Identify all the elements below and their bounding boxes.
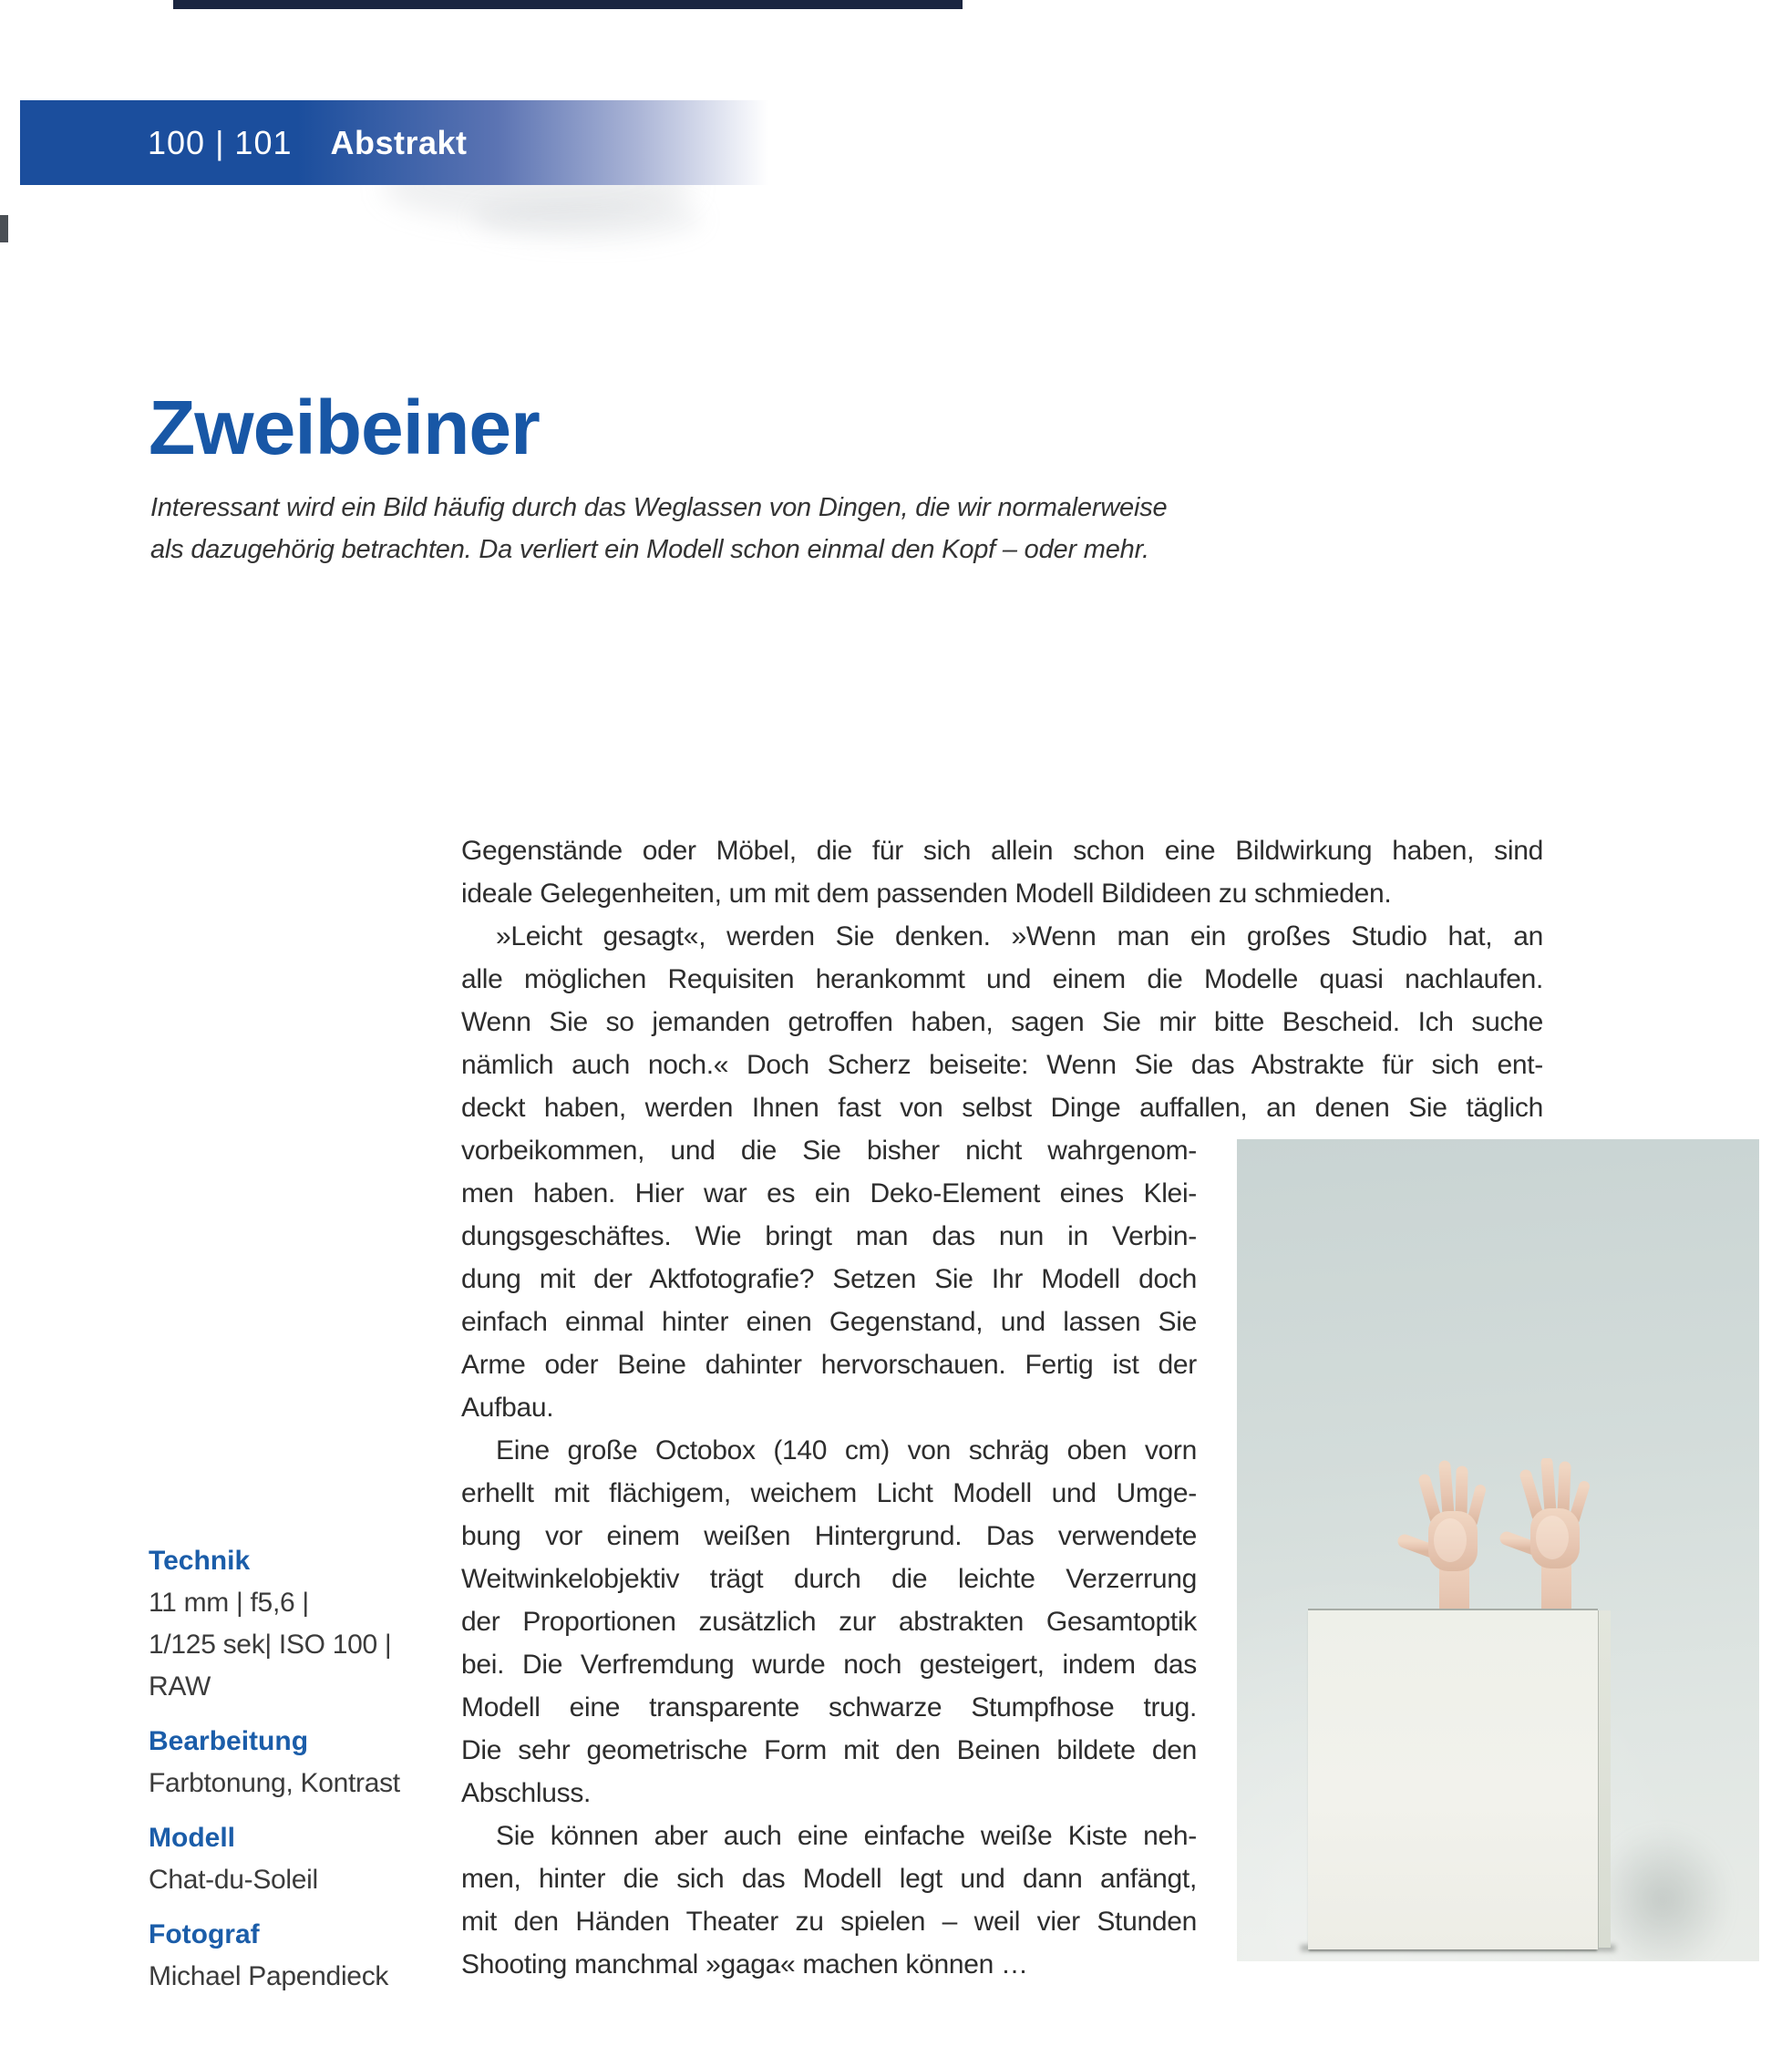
- body-line: mit den Händen Theater zu spielen – weil vier Stunden: [461, 1907, 1197, 1937]
- body-line: Abschluss.: [461, 1778, 592, 1808]
- standfirst-line: Interessant wird ein Bild häufig durch das Weglassen von Dingen, die wir normalerweise: [150, 493, 1168, 522]
- sidebar-section-fotograf: [149, 1914, 468, 1998]
- body-line: erhellt mit flächigem, weichem Licht Modell und Umge-: [461, 1478, 1197, 1508]
- body-line: dung mit der Aktfotografie? Setzen Sie Ihr Modell doch: [461, 1264, 1197, 1294]
- body-line: Die sehr geometrische Form mit den Beinen bildete den: [461, 1735, 1197, 1765]
- scan-artifact-left-notch: [0, 215, 8, 242]
- standfirst-line: als dazugehörig betrachten. Da verliert ein Modell schon einmal den Kopf – oder mehr.: [150, 535, 1149, 564]
- body-line: Aufbau.: [461, 1393, 554, 1423]
- body-line: bei. Die Verfremdung wurde noch gesteigert, indem das: [461, 1650, 1197, 1680]
- body-line: Sie können aber auch eine einfache weiße Kiste neh-: [496, 1821, 1197, 1851]
- page-numbers: 100 | 101: [148, 123, 293, 161]
- sidebar-section-value: Farbtonung, Kontrast: [149, 1768, 400, 1798]
- sidebar: [149, 1540, 468, 2010]
- body-line: men, hinter die sich das Modell legt und dann anfängt,: [461, 1864, 1197, 1894]
- body-line: Gegenstände oder Möbel, die für sich allein schon eine Bildwirkung haben, sind: [461, 836, 1543, 866]
- body-line: Weitwinkelobjektiv trägt durch die leichte Verzerrung: [461, 1564, 1197, 1594]
- scan-artifact-smudge: [474, 196, 702, 242]
- backdrop-shadow: [1594, 1827, 1731, 1961]
- sidebar-section-label: Modell: [149, 1823, 235, 1853]
- section-label: Abstrakt: [330, 123, 468, 161]
- body-line: dungsgeschäftes. Wie bringt man das nun in Verbin-: [461, 1221, 1197, 1251]
- body-line: nämlich auch noch.« Doch Scherz beiseite: Wenn Sie das Abstrakte für sich ent-: [461, 1050, 1543, 1080]
- sidebar-section-label: Technik: [149, 1546, 251, 1576]
- sidebar-section-modell: [149, 1817, 468, 1901]
- body-line: Shooting manchmal »gaga« machen können …: [461, 1949, 1028, 1980]
- sidebar-section-technik: [149, 1540, 468, 1708]
- body-line: alle möglichen Requisiten herankommt und einem die Modelle quasi nachlaufen.: [461, 964, 1543, 994]
- header-bar: [20, 100, 791, 185]
- sidebar-section-value: RAW: [149, 1671, 211, 1702]
- hands-illustration: [1374, 1458, 1611, 1627]
- body-line: »Leicht gesagt«, werden Sie denken. »Wenn man ein großes Studio hat, an: [496, 921, 1543, 951]
- body-line: ideale Gelegenheiten, um mit dem passenden Modell Bildideen zu schmieden.: [461, 879, 1392, 909]
- white-box-side-face: [1598, 1610, 1611, 1948]
- hand-right: [1507, 1463, 1584, 1627]
- standfirst: [150, 487, 1335, 571]
- photo-hands-behind-box: [1237, 1139, 1759, 1961]
- sidebar-section-value: Michael Papendieck: [149, 1961, 389, 1991]
- body-line: einfach einmal hinter einen Gegenstand, und lassen Sie: [461, 1307, 1197, 1337]
- scan-artifact-top-strip: [173, 0, 963, 9]
- sidebar-section-value: 11 mm | f5,6 |: [149, 1588, 309, 1618]
- sidebar-section-label: Bearbeitung: [149, 1726, 309, 1756]
- body-line: men haben. Hier war es ein Deko-Element eines Klei-: [461, 1178, 1197, 1208]
- body-line: deckt haben, werden Ihnen fast von selbst Dinge auffallen, an denen Sie täglich: [461, 1093, 1543, 1123]
- body-line: vorbeikommen, und die Sie bisher nicht wahrgenom-: [461, 1136, 1197, 1166]
- hand-left: [1405, 1466, 1480, 1627]
- white-box: [1308, 1609, 1598, 1949]
- sidebar-section-value: Chat-du-Soleil: [149, 1865, 318, 1895]
- body-line: Eine große Octobox (140 cm) von schräg oben vorn: [496, 1435, 1197, 1465]
- body-line: Arme oder Beine dahinter hervorschauen. Fertig ist der: [461, 1350, 1197, 1380]
- sidebar-section-value: 1/125 sek| ISO 100 |: [149, 1630, 392, 1660]
- body-line: der Proportionen zusätzlich zur abstrakten Gesamtoptik: [461, 1607, 1197, 1637]
- sidebar-section-label: Fotograf: [149, 1919, 260, 1949]
- sidebar-section-bearbeitung: [149, 1721, 468, 1805]
- page-title: Zweibeiner: [149, 385, 540, 470]
- body-line: Wenn Sie so jemanden getroffen haben, sagen Sie mir bitte Bescheid. Ich suche: [461, 1007, 1543, 1037]
- body-line: bung vor einem weißen Hintergrund. Das verwendete: [461, 1521, 1197, 1551]
- body-line: Modell eine transparente schwarze Stumpfhose trug.: [461, 1692, 1197, 1722]
